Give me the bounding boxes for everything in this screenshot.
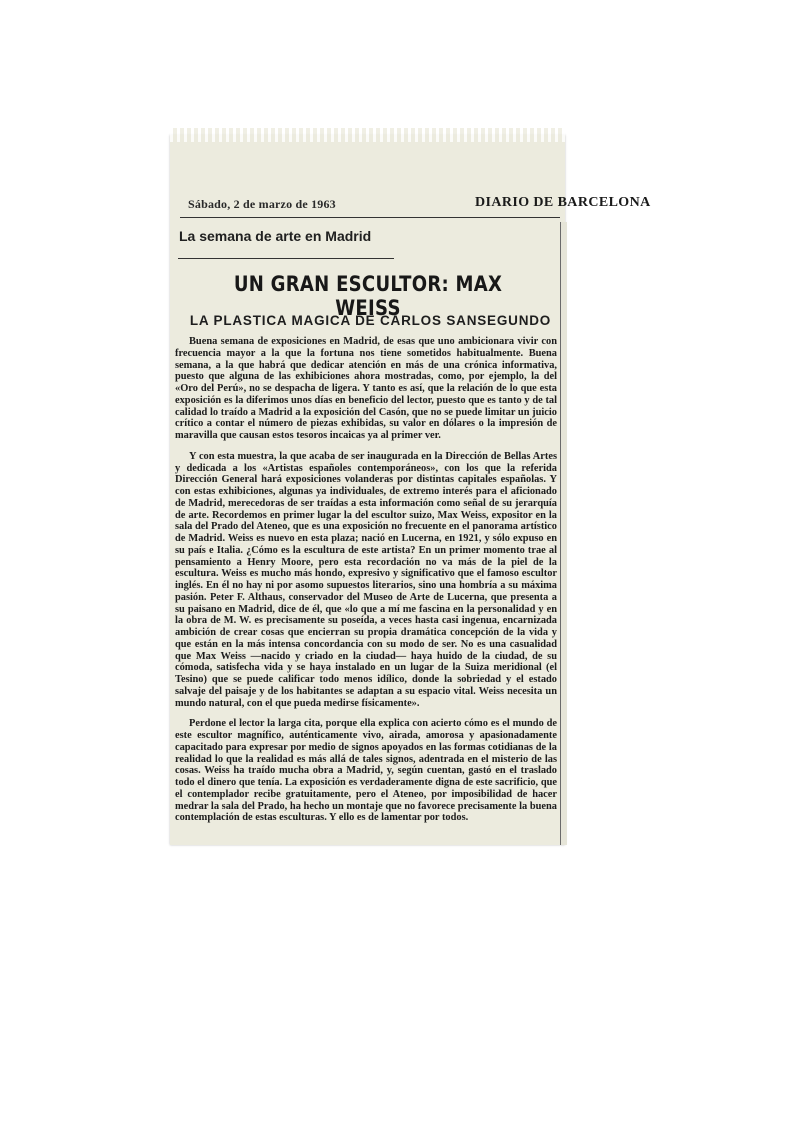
subheadline: LA PLASTICA MAGICA DE CARLOS SANSEGUNDO [189,313,552,328]
section-rule [178,258,394,259]
article-body [175,336,557,833]
paragraph: Perdone el lector la larga cita, porque ella explica con acierto cómo es el mundo de este escultor magnífico, auténticamente vivo, airada, amorosa y apasionadamente capacitado para expresar por medio de signos apoyados en las formas cotidianas de la realidad lo que la realidad es más allá de tales signos, adentrada en el misterio de las cosas. Weiss ha traído mucha obra a Madrid, y, según cuentan, gastó en el traslado todo el dinero que tenía. La exposición es verdaderamente digna de este sacrificio, que el contemplador recibe gratuitamente, pero el Ateneo, por imposibilidad de hacer medrar la sala del Prado, ha hecho un montaje que no favorece precisamente la buena contemplación de estas esculturas. Y ello es de lamentar por todos. [175,718,557,824]
section-title: La semana de arte en Madrid [179,228,372,244]
paragraph: Y con esta muestra, la que acaba de ser inaugurada en la Dirección de Bellas Artes y dedicada a los «Artistas españoles contemporáneos», con los que la referida Dirección General hará exposiciones volanderas por distintas capitales españolas. Y con estas exhibiciones, algunas ya individuales, de extremo interés para el aficionado de Madrid, merecedoras de ser traídas a esta información como señal de su jerarquía de arte. Recordemos en primer lugar la del escultor suizo, Max Weiss, expositor en la sala del Prado del Ateneo, que es una exposición no frecuente en el panorama artístico de Madrid. Weiss es nuevo en esta plaza; nació en Lucerna, en 1921, y sólo expuso en su país e Italia. ¿Cómo es la escultura de este artista? En un primer momento trae al pensamiento a Henry Moore, pero esta recordación no va más de la piel de la escultura. Weiss es mucho más hondo, expresivo y significativo que el famoso escultor inglés. En él no hay ni por asomo supuestos literarios, sino una hombría a su máxima pasión. Peter F. Althaus, conservador del Museo de Arte de Lucerna, que presenta a su paisano en Madrid, dice de él, que «lo que a mí me fascina en la personalidad y en la obra de M. W. es precisamente su poseída, a veces hasta casi ingenua, encarnizada ambición de crear cosas que encierran su propia dramática concepción de la vida y que están en la más intensa concordancia con su modo de ser. No es una casualidad que Max Weiss —nacido y criado en la ciudad— haya huido de la ciudad, de su cómoda, satisfecha vida y se haya instalado en un lugar de la Suiza meridional (el Tesino) que se puede calificar todo menos idílico, donde la sobriedad y el estado salvaje del paisaje y de los habitantes se adaptan a su espacio vital. Weiss necesita un mundo natural, con el que pueda medirse físicamente». [175,450,557,709]
newspaper-name: DIARIO DE BARCELONA [475,195,651,210]
torn-edge [170,128,565,142]
header-rule [180,217,560,218]
headline: UN GRAN ESCULTOR: MAX WEISS [233,272,503,320]
paragraph: Buena semana de exposiciones en Madrid, de esas que uno ambicionara vivir con frecuencia mayor a la que la fortuna nos tiene sometidos habitualmente. Buena semana, a la que habrá que dedicar atención en más de una crónica informativa, puesto que alguna de las exhibiciones ahora mostradas, como, por ejemplo, la del «Oro del Perú», no se despacha de ligera. Y tanto es así, que la relación de lo que esta exposición es la diferimos unos días en beneficio del lector, puesto que es tanto y de tal calidad lo traído a Madrid a la exposición del Casón, que no se puede limitar un juicio crítico a contar el número de piezas exhibidas, su valor en dólares o la impresión de maravilla que causan estos tesoros incaicas ya al primer ver. [175,336,557,441]
issue-date: Sábado, 2 de marzo de 1963 [188,197,336,211]
